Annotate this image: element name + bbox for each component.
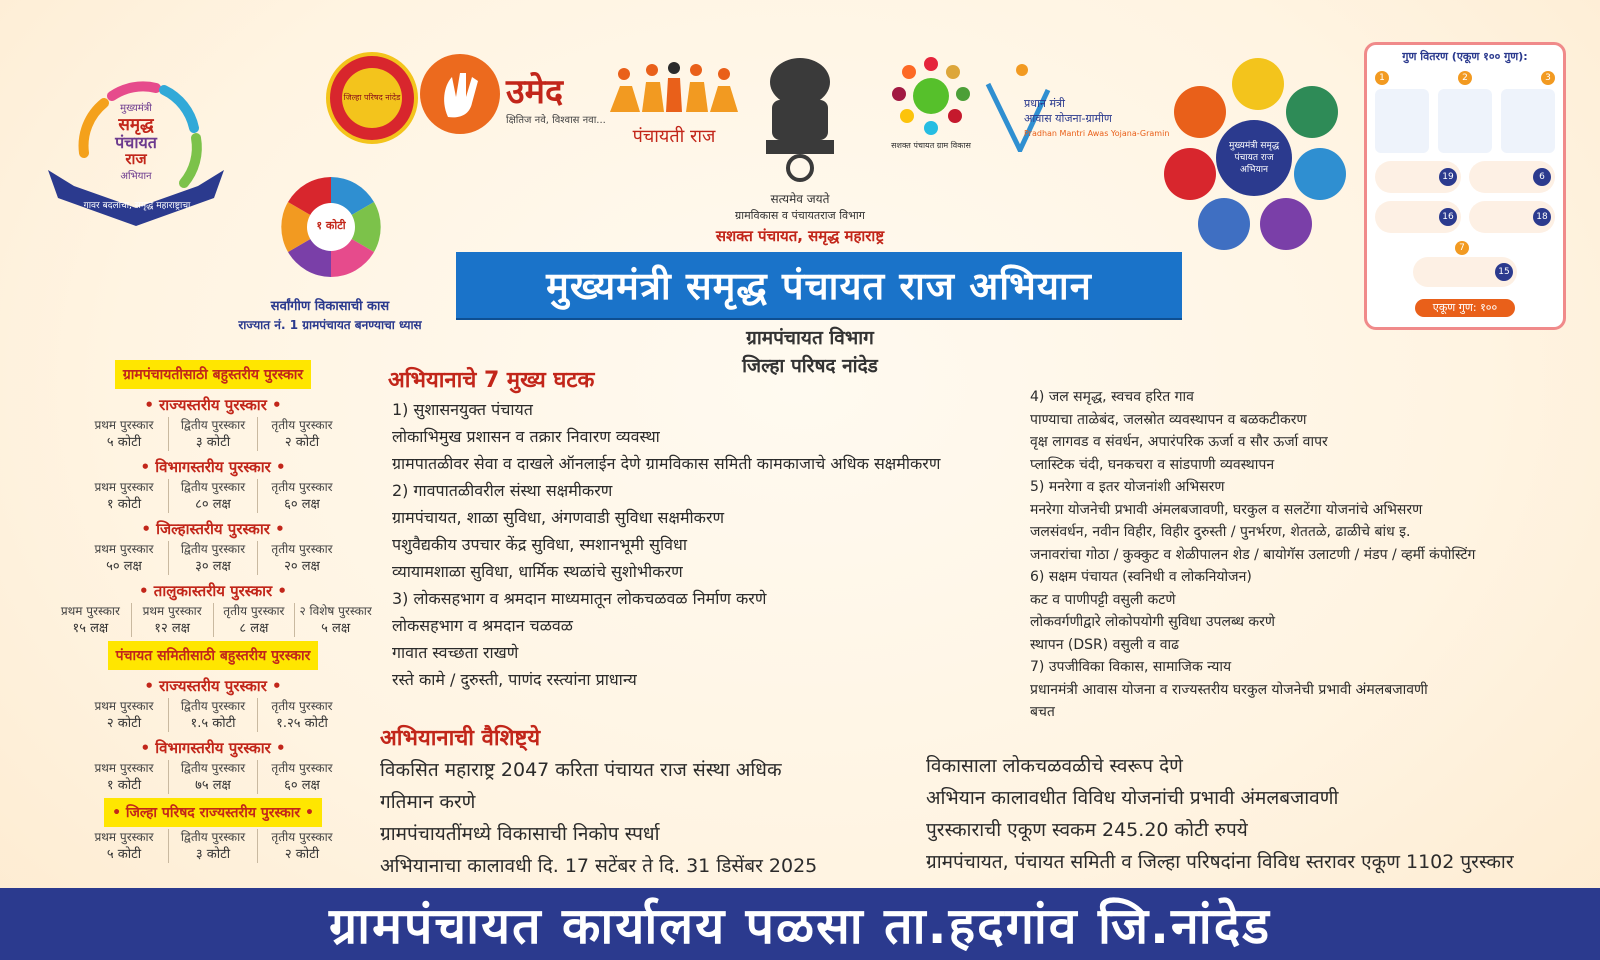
pmay-en: Pradhan Mantri Awas Yojana-Gramin — [1024, 129, 1170, 138]
emblem-motto: सत्यमेव जयते — [770, 192, 830, 206]
samruddh-logo-line2: समृद्ध — [118, 115, 154, 135]
cluster-petal-3 — [1294, 148, 1346, 200]
prize-amount: १५ लक्ष — [72, 621, 109, 636]
prize-label: द्वितीय पुरस्कार — [180, 830, 246, 844]
prize-cell — [80, 760, 168, 794]
prize-label: तृतीय पुरस्कार — [271, 699, 333, 713]
prize-cell — [80, 698, 168, 732]
marks-item-3: 3 — [1541, 71, 1555, 85]
prize-label: प्रथम पुरस्कार — [142, 604, 202, 618]
marks-card-5 — [1469, 161, 1555, 193]
prize-cell — [131, 603, 213, 637]
umed-name: उमेद — [506, 72, 564, 112]
component-line: गावात स्वच्छता राखणे — [392, 643, 519, 662]
component-line: 5) मनरेगा व इतर योजनांशी अभिसरण — [1030, 479, 1225, 495]
ps-award-levels — [50, 676, 376, 794]
component-line: लोकवर्गणीद्वारे लोकोपयोगी सुविधा उपलब्ध करणे — [1030, 614, 1276, 630]
feature-line: पुरस्काराची एकूण स्वकम 245.20 कोटी रुपये — [926, 819, 1248, 841]
prize-label: द्वितीय पुरस्कार — [180, 761, 246, 775]
prize-label: द्वितीय पुरस्कार — [180, 418, 246, 432]
samruddh-logo — [44, 58, 228, 228]
prize-cell — [257, 479, 346, 513]
prize-amount: ५० लक्ष — [106, 559, 142, 574]
features-right-list — [926, 750, 1514, 878]
prize-cell — [168, 479, 257, 513]
prize-amount: १.५ कोटी — [190, 716, 236, 731]
prize-amount: १.२५ कोटी — [276, 716, 328, 731]
prize-label: प्रथम पुरस्कार — [94, 830, 154, 844]
prize-row — [50, 479, 376, 513]
marks-item-1: 1 — [1375, 71, 1389, 85]
marks-card-1 — [1375, 89, 1429, 153]
component-line: 2) गावपातळीवरील संस्था सक्षमीकरण — [392, 481, 613, 500]
prize-label: द्वितीय पुरस्कार — [180, 542, 246, 556]
prize-amount: ३ कोटी — [195, 435, 231, 450]
component-line: पाण्याचा ताळेबंद, जलस्रोत व्यवस्थापन व बळकटीकरण — [1030, 411, 1307, 428]
prize-amount: ७५ लक्ष — [195, 778, 231, 793]
dept-line-1: ग्रामपंचायत विभाग — [746, 327, 874, 349]
prize-label: तृतीय पुरस्कार — [223, 604, 285, 618]
component-line: 4) जल समृद्ध, स्वचव हरित गाव — [1030, 389, 1194, 405]
marks-item-2: 2 — [1458, 71, 1472, 85]
marks-card-6 — [1375, 201, 1461, 233]
samruddh-logo-line1: मुख्यमंत्री — [120, 103, 152, 114]
components-left-list — [392, 396, 940, 693]
samruddh-logo-ribbon: गावर बदलाचा, समृद्ध महाराष्ट्राचा — [83, 201, 191, 211]
cluster-center-text: मुख्यमंत्री समृद्ध पंचायत राज अभियान — [1228, 141, 1280, 175]
prize-row — [50, 417, 376, 451]
prize-cell — [80, 417, 168, 451]
samruddh-logo-line3: पंचायत — [115, 133, 157, 152]
sdg-globe — [886, 56, 976, 156]
cluster-petal-7 — [1174, 86, 1226, 138]
component-line: कट व पाणीपट्टी वसुली कटणे — [1030, 591, 1176, 608]
prize-cell — [257, 417, 346, 451]
umed-logo — [506, 72, 610, 126]
national-emblem — [748, 52, 852, 188]
component-line: ग्रामपंचायत, शाळा सुविधा, अंगणवाडी सुविधा सक्षमीकरण — [392, 508, 725, 527]
prize-cell — [168, 541, 257, 575]
prize-amount: ३ कोटी — [195, 847, 231, 862]
marks-card-7 — [1469, 201, 1555, 233]
components-heading: अभियानाचे 7 मुख्य घटक — [388, 368, 595, 393]
marks-total: एकूण गुण: १०० — [1415, 299, 1515, 317]
marks-card-3 — [1501, 89, 1555, 153]
prize-amount: १ कोटी — [106, 497, 142, 512]
prize-cell — [168, 698, 257, 732]
prize-label: प्रथम पुरस्कार — [94, 480, 154, 494]
prize-cell — [50, 603, 131, 637]
marks-badge-1: 19 — [1439, 168, 1457, 186]
prize-label: तृतीय पुरस्कार — [271, 830, 333, 844]
component-line: 7) उपजीविका विकास, सामाजिक न्याय — [1030, 659, 1232, 675]
prize-label: प्रथम पुरस्कार — [94, 542, 154, 556]
prize-label: प्रथम पुरस्कार — [94, 418, 154, 432]
component-line: व्यायामशाळा सुविधा, धार्मिक स्थळांचे सुशोभीकरण — [392, 562, 683, 581]
prize-amount: ५ कोटी — [106, 847, 142, 862]
prize-label: २ विशेष पुरस्कार — [299, 604, 372, 618]
prize-amount: ५ कोटी — [106, 435, 142, 450]
components-right-list — [1030, 386, 1475, 724]
cluster-petal-1 — [1232, 58, 1284, 110]
cluster-petal-6 — [1164, 148, 1216, 200]
panchayati-raj-logo — [606, 62, 742, 148]
prize-amount: १ कोटी — [106, 778, 142, 793]
prize-label: तृतीय पुरस्कार — [271, 418, 333, 432]
component-line: वृक्ष लागवड व संवर्धन, अपारंपरिक ऊर्जा व सौर ऊर्जा वापर — [1030, 434, 1328, 450]
hand-icon — [438, 69, 482, 119]
cluster-petal-2 — [1286, 86, 1338, 138]
prize-amount: ३० लक्ष — [195, 559, 231, 574]
prize-cell — [257, 829, 346, 863]
component-line: जलसंवर्धन, नवीन विहीर, विहीर दुरुस्ती / पुनर्भरण, शेततळे, ढाळीचे बांध इ. — [1030, 524, 1411, 540]
cluster-center — [1216, 120, 1292, 196]
wheel-center: १ कोटी — [316, 219, 346, 232]
prize-amount: ६० लक्ष — [284, 497, 320, 512]
feature-line: ग्रामपंचायतींमध्ये विकासाची निकोप स्पर्धा — [380, 823, 660, 845]
prize-cell — [257, 760, 346, 794]
prize-cell — [168, 417, 257, 451]
samruddh-logo-line5: अभियान — [120, 171, 152, 182]
marks-card-8 — [1413, 257, 1517, 287]
pmay-logo — [984, 60, 1170, 156]
feature-line: अभियान कालावधीत विविध योजनांची प्रभावी अंमलबजावणी — [926, 787, 1339, 809]
gp-award-levels — [50, 395, 376, 637]
component-line: जनावरांचा गोठा / कुक्कुट व शेळीपालन शेड / बायोगॅस उलाटणी / मंडप / व्हर्मी कंपोस्टिंग — [1030, 546, 1476, 563]
marks-row-1 — [1375, 71, 1555, 85]
cluster-petal-4 — [1260, 198, 1312, 250]
emblem-dept: ग्रामविकास व पंचायतराज विभाग — [735, 209, 865, 222]
marks-panel-title: गुण वितरण (एकूण १०० गुण): — [1402, 50, 1528, 63]
prize-cell — [294, 603, 376, 637]
prize-amount: २ कोटी — [106, 716, 142, 731]
prize-row — [50, 603, 376, 637]
prize-label: द्वितीय पुरस्कार — [180, 699, 246, 713]
prize-label: तृतीय पुरस्कार — [271, 480, 333, 494]
feature-line: ग्रामपंचायत, पंचायत समिती व जिल्हा परिषदांना विविध स्तरावर एकूण 1102 पुरस्कार — [926, 851, 1514, 873]
prize-cell — [168, 829, 257, 863]
prize-amount: ५ लक्ष — [321, 621, 351, 636]
abhiyan-cluster — [1164, 58, 1344, 258]
office-footer-banner: ग्रामपंचायत कार्यालय पळसा ता.हदगांव जि.नांदेड — [0, 888, 1600, 960]
component-line: ग्रामपातळीवर सेवा व दाखले ऑनलाईन देणे ग्रामविकास समिती कामकाजाचे अधिक सक्षमीकरण — [392, 454, 941, 473]
sdg-caption: सशक्त पंचायत ग्राम विकास — [891, 141, 971, 150]
feature-line: गतिमान करणे — [380, 791, 476, 813]
sdg-globe-icon — [891, 56, 971, 136]
samruddh-logo-line4: राज — [125, 150, 147, 168]
prize-cell — [257, 698, 346, 732]
component-line: रस्ते कामे / दुरुस्ती, पाणंद रस्त्यांना प्राधान्य — [392, 670, 637, 689]
feature-line: विकसित महाराष्ट्र 2047 करिता पंचायत राज संस्था अधिक — [380, 759, 782, 781]
prize-row — [50, 698, 376, 732]
prize-cell — [80, 479, 168, 513]
award-level-heading: • जिल्हास्तरीय पुरस्कार • — [141, 520, 285, 538]
emblem-slogan: सशक्त पंचायत, समृद्ध महाराष्ट्र — [715, 227, 885, 245]
component-line: पशुवैद्यकीय उपचार केंद्र सुविधा, स्मशानभूमी सुविधा — [392, 535, 687, 554]
feature-line: अभियानाचा कालावधी दि. 17 सटेंबर ते दि. 31 डिसेंबर 2025 — [380, 855, 818, 877]
award-level-heading: • राज्यस्तरीय पुरस्कार • — [144, 396, 282, 414]
component-line: स्थापन (DSR) वसुली व वाढ — [1030, 636, 1180, 653]
prize-label: प्रथम पुरस्कार — [94, 761, 154, 775]
campaign-title-banner: मुख्यमंत्री समृद्ध पंचायत राज अभियान — [456, 252, 1182, 318]
umed-tagline: क्षितिज नवे, विश्वास नवा... — [506, 115, 606, 126]
marks-badge-6: 18 — [1533, 208, 1551, 226]
prize-row — [50, 760, 376, 794]
hand-logo — [420, 54, 500, 134]
zp-seal — [326, 52, 418, 144]
dept-line-2: जिल्हा परिषद नांदेड — [742, 355, 878, 377]
prize-amount: ८ लक्ष — [239, 621, 269, 636]
marks-badge-4: 15 — [1495, 263, 1513, 281]
marks-item-7: 7 — [1455, 241, 1469, 255]
prize-label: प्रथम पुरस्कार — [94, 699, 154, 713]
component-line: प्रधानमंत्री आवास योजना व राज्यस्तरीय घरकुल योजनेची प्रभावी अंमलबजावणी — [1030, 681, 1428, 698]
marks-distribution-panel — [1364, 42, 1566, 330]
ps-awards-heading: पंचायत समितीसाठी बहुस्तरीय पुरस्कार — [108, 641, 319, 670]
prize-label: द्वितीय पुरस्कार — [180, 480, 246, 494]
component-line: लोकसहभाग व श्रमदान चळवळ — [392, 616, 573, 635]
component-line: 3) लोकसहभाग व श्रमदान माध्यमातून लोकचळवळ निर्माण करणे — [392, 589, 767, 608]
prize-label: तृतीय पुरस्कार — [271, 542, 333, 556]
marks-card-4 — [1375, 161, 1461, 193]
marks-badge-2: 16 — [1439, 208, 1457, 226]
wheel-caption-2: राज्यात नं. 1 ग्रामपंचायत बनण्याचा ध्यास — [238, 318, 422, 332]
features-heading: अभियानाची वैशिष्ट्ये — [380, 726, 541, 751]
component-line: 6) सक्षम पंचायत (स्वनिधी व लोकनियोजन) — [1030, 569, 1252, 585]
component-line: बचत — [1030, 704, 1055, 720]
prize-cell — [257, 541, 346, 575]
pmay-mr2: आवास योजना-ग्रामीण — [1024, 112, 1112, 125]
component-line: मनरेगा योजनेची प्रभावी अंमलबजावणी, घरकुल व सलटेंगा योजनांचे अभिसरण — [1030, 501, 1423, 518]
cluster-petal-5 — [1198, 198, 1250, 250]
prize-label: तृतीय पुरस्कार — [271, 761, 333, 775]
prize-amount: ८० लक्ष — [195, 497, 231, 512]
zp-awards-heading: • जिल्हा परिषद राज्यस्तरीय पुरस्कार • — [104, 798, 322, 827]
component-line: लोकाभिमुख प्रशासन व तक्रार निवारण व्यवस्था — [392, 427, 660, 446]
prize-label: प्रथम पुरस्कार — [60, 604, 120, 618]
zp-seal-text: जिल्हा परिषद नांदेड — [343, 93, 401, 102]
prize-amount: १२ लक्ष — [154, 621, 191, 636]
award-level-heading: • विभागस्तरीय पुरस्कार • — [140, 458, 286, 476]
wheel-caption-1: सर्वांगीण विकासाची कास — [270, 299, 390, 314]
prize-amount: २० लक्ष — [284, 559, 320, 574]
award-level-heading: • राज्यस्तरीय पुरस्कार • — [144, 677, 282, 695]
prize-cell — [80, 829, 168, 863]
people-icon — [606, 62, 742, 118]
feature-line: विकासाला लोकचळवळीचे स्वरूप देणे — [926, 755, 1183, 777]
prize-cell — [80, 541, 168, 575]
features-left-list — [380, 754, 817, 882]
pmay-mr1: प्रधान मंत्री — [1024, 97, 1065, 110]
zp-prize-row — [50, 829, 376, 863]
prize-row — [50, 541, 376, 575]
prize-amount: ६० लक्ष — [284, 778, 320, 793]
awards-column — [50, 360, 376, 863]
marks-card-2 — [1438, 89, 1492, 153]
prize-amount: २ कोटी — [284, 847, 320, 862]
marks-badge-5: 6 — [1533, 168, 1551, 186]
prize-amount: २ कोटी — [284, 435, 320, 450]
prize-cell — [213, 603, 295, 637]
component-line: प्लास्टिक चंदी, घनकचरा व सांडपाणी व्यवस्थापन — [1030, 456, 1275, 473]
award-level-heading: • विभागस्तरीय पुरस्कार • — [140, 739, 286, 757]
panchayati-raj-text: पंचायती राज — [632, 126, 716, 147]
lion-emblem-icon — [758, 52, 842, 184]
development-wheel — [280, 176, 382, 278]
component-line: 1) सुशासनयुक्त पंचायत — [392, 400, 533, 419]
gp-awards-heading: ग्रामपंचायतीसाठी बहुस्तरीय पुरस्कार — [115, 360, 311, 389]
award-level-heading: • तालुकास्तरीय पुरस्कार • — [139, 582, 287, 600]
prize-cell — [168, 760, 257, 794]
